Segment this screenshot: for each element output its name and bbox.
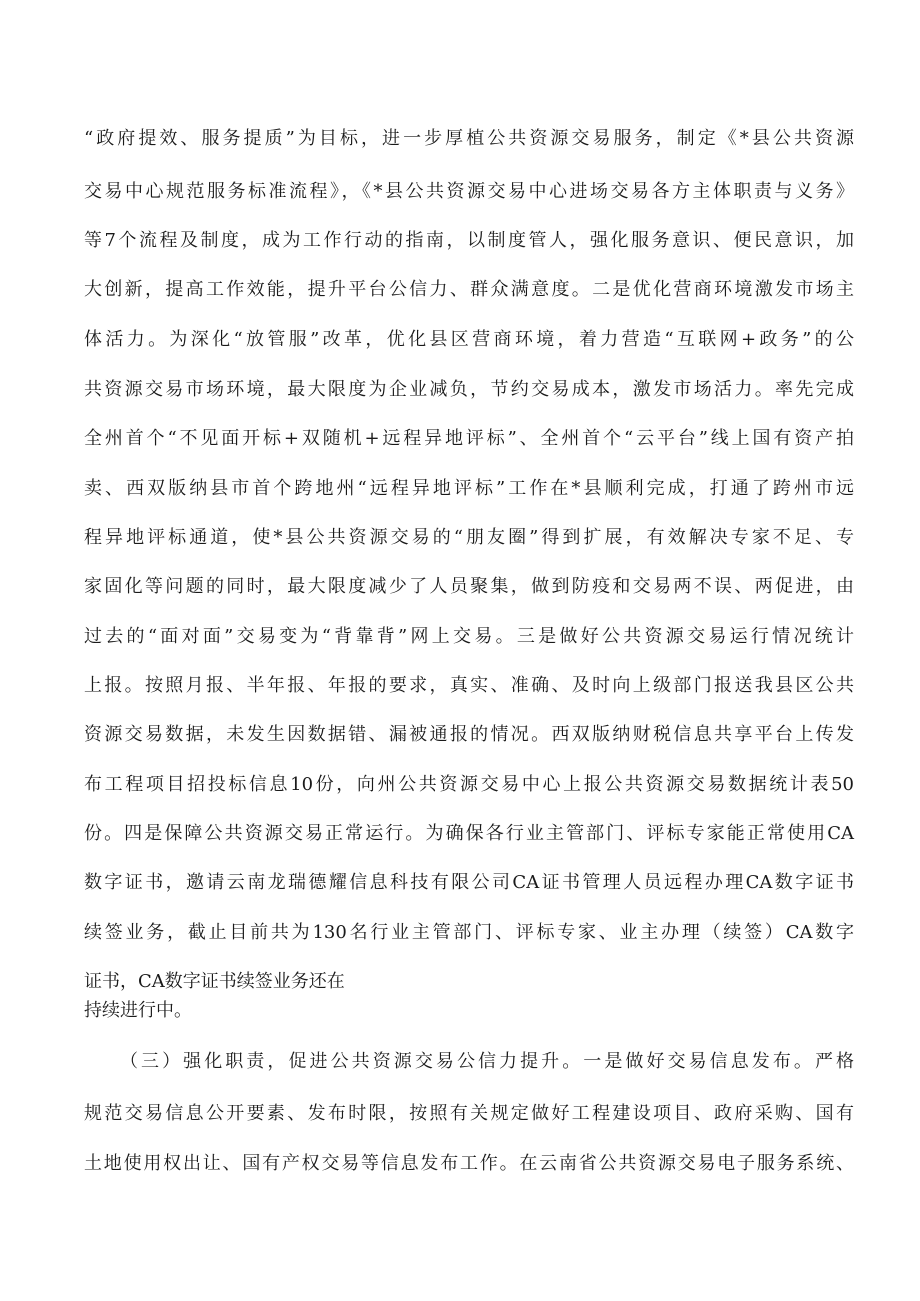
text-line: 续签业务，截止目前共为130名行业主管部门、评标专家、业主办理（续签）CA数字 xyxy=(84,922,854,943)
text-line: 布工程项目招投标信息10份，向州公共资源交易中心上报公共资源交易数据统计表50 xyxy=(84,774,854,795)
text-line: 规范交易信息公开要素、发布时限，按照有关规定做好工程建设项目、政府采购、国有 xyxy=(84,1103,854,1124)
text-line: 体活力。为深化“放管服”改革，优化县区营商环境，着力营造“互联网+政务”的公 xyxy=(84,329,854,350)
text-line: 全州首个“不见面开标+双随机+远程异地评标”、全州首个“云平台”线上国有资产拍 xyxy=(84,428,854,449)
text-line: 持续进行中。 xyxy=(84,1000,192,1021)
text-line: 等7个流程及制度，成为工作行动的指南，以制度管人，强化服务意识、便民意识，加 xyxy=(84,230,854,251)
text-line: 份。四是保障公共资源交易正常运行。为确保各行业主管部门、评标专家能正常使用CA xyxy=(84,823,854,844)
text-line: 过去的“面对面”交易变为“背靠背”网上交易。三是做好公共资源交易运行情况统计 xyxy=(84,626,854,647)
text-line: 家固化等问题的同时，最大限度减少了人员聚集，做到防疫和交易两不误、两促进，由 xyxy=(84,576,854,597)
text-line: 资源交易数据，未发生因数据错、漏被通报的情况。西双版纳财税信息共享平台上传发 xyxy=(84,724,854,745)
text-line: 程异地评标通道，使*县公共资源交易的“朋友圈”得到扩展，有效解决专家不足、专 xyxy=(84,527,854,548)
text-line: 卖、西双版纳县市首个跨地州“远程异地评标”工作在*县顺利完成，打通了跨州市远 xyxy=(84,478,854,499)
text-line: 土地使用权出让、国有产权交易等信息发布工作。在云南省公共资源交易电子服务系统、 xyxy=(84,1153,854,1174)
text-line: 数字证书，邀请云南龙瑞德耀信息科技有限公司CA证书管理人员远程办理CA数字证书 xyxy=(84,872,854,893)
text-line: 证书，CA数字证书续签业务还在 xyxy=(84,971,345,992)
text-line: 交易中心规范服务标准流程》，《*县公共资源交易中心进场交易各方主体职责与义务》 xyxy=(84,181,854,202)
text-line: 大创新，提高工作效能，提升平台公信力、群众满意度。二是优化营商环境激发市场主 xyxy=(84,279,854,300)
text-line: （三）强化职责，促进公共资源交易公信力提升。一是做好交易信息发布。严格 xyxy=(120,1051,854,1072)
text-line: “政府提效、服务提质”为目标，进一步厚植公共资源交易服务，制定《*县公共资源 xyxy=(84,128,854,149)
text-line: 共资源交易市场环境，最大限度为企业减负，节约交易成本，激发市场活力。率先完成 xyxy=(84,379,854,400)
text-line: 上报。按照月报、半年报、年报的要求，真实、准确、及时向上级部门报送我县区公共 xyxy=(84,675,854,696)
